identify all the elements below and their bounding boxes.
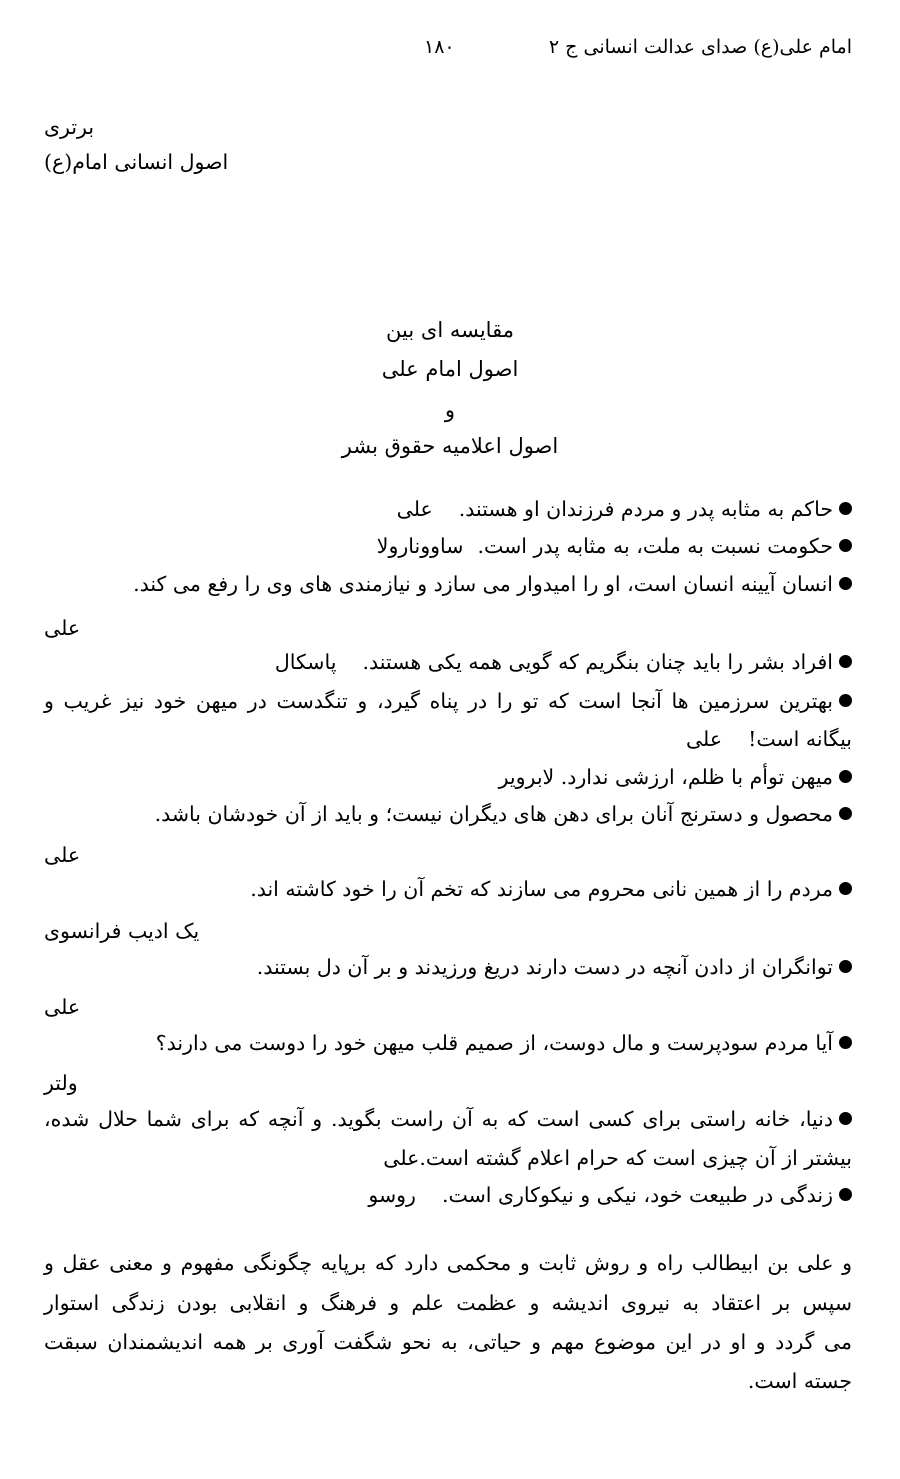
- quote-author: علی: [685, 727, 723, 751]
- running-header-title: امام علی(ع) صدای عدالت انسانی ج ۲: [548, 36, 852, 58]
- bullet-icon: [839, 502, 852, 515]
- quote-text: زندگی در طبیعت خود، نیکی و نیکوکاری است.: [441, 1183, 833, 1207]
- bullet-icon: [839, 655, 852, 668]
- list-item: [156, 1031, 852, 1055]
- quote-author: روسو: [368, 1183, 416, 1207]
- bullet-icon: [839, 960, 852, 973]
- bullet-icon: [839, 1036, 852, 1049]
- list-item: [133, 572, 852, 596]
- bullet-icon: [839, 694, 852, 707]
- quote-text: توانگران از دادن آنچه در دست دارند دریغ ورزیدند و بر آن دل بستند.: [256, 955, 833, 979]
- quote-author: ساوونارولا: [376, 534, 464, 558]
- closing-paragraph-line-4: جسته است.: [747, 1369, 852, 1393]
- quote-text: دنیا، خانه راستی برای کسی است که به آن راست بگوید. و آنچه که برای شما حلال شده،: [44, 1107, 833, 1131]
- quote-text: حاکم به مثابه پدر و مردم فرزندان او هستند.: [458, 497, 833, 521]
- bullet-icon: [839, 577, 852, 590]
- quote-author: علی: [44, 995, 81, 1019]
- list-item: [44, 689, 852, 713]
- quote-author: یک ادیب فرانسوی: [44, 919, 200, 943]
- list-item: [377, 534, 852, 558]
- closing-paragraph-line-3: می گردد و او در این موضوع مهم و حیاتی، به نحو شگفت آوری بر همه اندیشمندان سبقت: [44, 1330, 852, 1354]
- quote-author: علی: [44, 843, 81, 867]
- bullet-icon: [839, 1112, 852, 1125]
- heading-line-4: اصول اعلامیه حقوق بشر: [341, 434, 559, 458]
- heading-line-2: اصول امام علی: [381, 357, 519, 381]
- list-item: [275, 650, 852, 674]
- list-item: [44, 1107, 852, 1131]
- heading-line-3: و: [444, 398, 456, 422]
- quote-text: آیا مردم سودپرست و مال دوست، از صمیم قلب میهن خود را دوست می دارند؟: [155, 1031, 833, 1055]
- list-item: [250, 877, 852, 901]
- bullet-icon: [839, 1188, 852, 1201]
- quote-text: بیگانه است!: [748, 727, 852, 751]
- quote-author: پاسکال: [274, 650, 337, 674]
- quote-author: ولتر: [44, 1071, 78, 1095]
- quote-text: میهن توأم با ظلم، ارزشی ندارد. لابروير: [498, 765, 833, 789]
- heading-line-1: مقایسه ای بین: [386, 318, 514, 342]
- bullet-icon: [839, 882, 852, 895]
- quote-text: مردم را از همین نانی محروم می سازند که تخم آن را خود کاشته اند.: [250, 877, 833, 901]
- bullet-icon: [839, 770, 852, 783]
- bullet-icon: [839, 539, 852, 552]
- quote-author: علی: [44, 616, 81, 640]
- quote-text: افراد بشر را باید چنان بنگریم که گویی همه یکی هستند.: [362, 650, 833, 674]
- top-note-2: اصول انسانی امام(ع): [44, 150, 229, 174]
- list-item: [397, 497, 852, 521]
- list-item: [499, 765, 852, 789]
- quote-continuation: [686, 727, 852, 751]
- page-number: ۱۸۰: [424, 36, 455, 58]
- list-item: [155, 802, 852, 826]
- top-note-1: برتری: [44, 115, 95, 139]
- quote-continuation: بیشتر از آن چیزی است که حرام اعلام گشته است.علی: [383, 1146, 852, 1170]
- quote-text: محصول و دسترنج آنان برای دهن های دیگران نیست؛ و باید از آن خودشان باشد.: [154, 802, 833, 826]
- closing-paragraph-line-2: سپس بر اعتقاد به نیروی اندیشه و عظمت علم و فرهنگ و انقلابی بودن زندگی استوار: [44, 1291, 852, 1315]
- bullet-icon: [839, 807, 852, 820]
- quote-author: علی: [396, 497, 433, 521]
- quote-text: بهترین سرزمین ها آنجا است که تو را در پناه گیرد، و تنگدست در میهن خود نیز غریب و: [44, 689, 833, 713]
- quote-text: انسان آیینه انسان است، او را امیدوار می سازد و نیازمندی های وی را رفع می کند.: [133, 572, 833, 596]
- quote-text: حکومت نسبت به ملت، به مثابه پدر است.: [477, 534, 833, 558]
- list-item: [257, 955, 852, 979]
- closing-paragraph-line-1: و علی بن ابیطالب راه و روش ثابت و محکمی دارد که برپایه چگونگی مفهوم و معنی عقل و: [44, 1251, 852, 1275]
- list-item: [368, 1183, 852, 1207]
